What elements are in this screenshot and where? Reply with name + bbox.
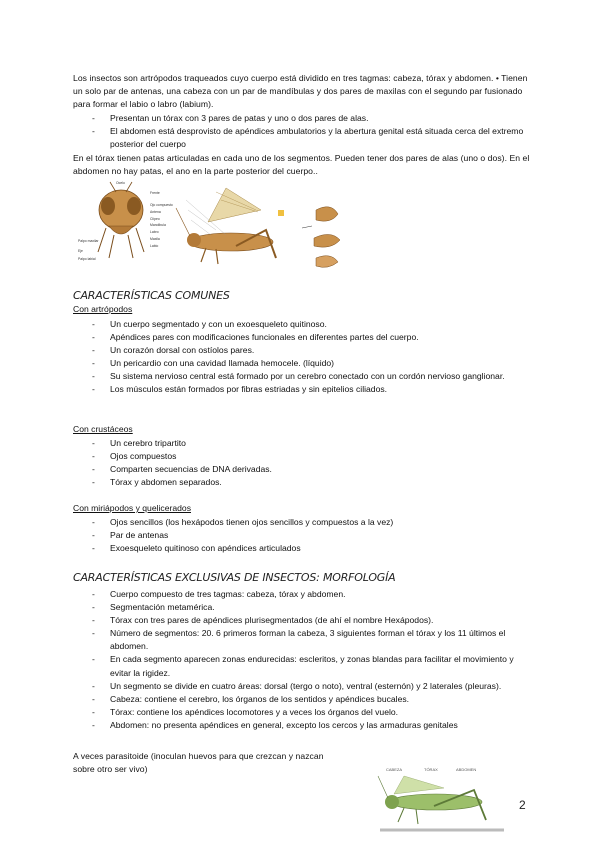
list-item: - Apéndices pares con modificaciones funcionales en diferentes partes del cuerpo. — [73, 331, 533, 344]
insect-anatomy-figure — [76, 180, 346, 270]
svg-text:Palpo labial: Palpo labial — [78, 257, 96, 261]
list-item: - Tórax: contiene los apéndices locomotores y a veces los órganos del vuelo. — [73, 706, 533, 719]
svg-text:Maxila: Maxila — [150, 237, 160, 241]
grasshopper-regions-figure — [374, 764, 514, 834]
grasshopper-illustration — [176, 188, 276, 264]
list-item: - Cabeza: contiene el cerebro, los órganos de los sentidos y apéndices bucales. — [73, 693, 533, 706]
svg-text:Mandíbula: Mandíbula — [150, 223, 166, 227]
section-heading-exclusive: CARACTERÍSTICAS EXCLUSIVAS DE INSECTOS: MORFOLOGÍA — [73, 571, 396, 584]
list-item: - Abdomen: no presenta apéndices en general, excepto los cercos y las armaduras genitales — [73, 719, 533, 732]
svg-text:Antena: Antena — [150, 210, 161, 214]
list-miriapodos — [73, 516, 533, 555]
list-item: - Presentan un tórax con 3 pares de patas y uno o dos pares de alas. — [73, 112, 533, 125]
list-item: - Un segmento se divide en cuatro áreas: dorsal (tergo o noto), ventral (esternón) y 2 laterales (pleuras). — [73, 680, 533, 693]
list-item: - El abdomen está desprovisto de apéndices ambulatorios y la abertura genital está situada cerca del extremo posterior del cuerpo — [73, 125, 533, 151]
list-exclusive — [73, 588, 533, 732]
svg-text:Palpo maxilar: Palpo maxilar — [78, 239, 99, 243]
svg-text:Labro: Labro — [150, 230, 159, 234]
abdomen-detail-illustration — [302, 207, 340, 268]
page-number: 2 — [519, 798, 526, 812]
list-item: - Un pericardio con una cavidad llamada hemocele. (líquido) — [73, 357, 533, 370]
intro-list — [73, 112, 533, 151]
svg-text:Ocelo: Ocelo — [116, 181, 125, 185]
intro-paragraph: Los insectos son artrópodos traqueados cuyo cuerpo está dividido en tres tagmas: cabeza, tórax y abdomen. • Tienen un solo par de antenas, una cabeza con un par de mandíbulas y dos pares de maxilas con el segundo par fusionado para formar el labio o labro (labium). — [73, 73, 528, 109]
svg-text:Labio: Labio — [150, 244, 159, 248]
list-item: - Tórax y abdomen separados. — [73, 476, 533, 489]
list-item: - Ojos sencillos (los hexápodos tienen ojos sencillos y compuestos a la vez) — [73, 516, 533, 529]
intro-paragraph-2: En el tórax tienen patas articuladas en cada uno de los segmentos. Pueden tener dos pares de alas (uno o dos). En el abdomen no hay patas, el ano en la parte posterior del cuerpo.. — [73, 153, 530, 176]
list-artropodos — [73, 318, 533, 397]
list-item: - Cuerpo compuesto de tres tagmas: cabeza, tórax y abdomen. — [73, 588, 533, 601]
list-item: - Segmentación metamérica. — [73, 601, 533, 614]
list-item: - Un cuerpo segmentado y con un exoesqueleto quitinoso. — [73, 318, 533, 331]
list-item: - Un cerebro tripartito — [73, 437, 533, 450]
list-item: - Exoesqueleto quitinoso con apéndices articulados — [73, 542, 533, 555]
svg-text:CABEZA: CABEZA — [386, 767, 403, 772]
svg-text:Clípeo: Clípeo — [150, 217, 160, 221]
list-item: - Tórax con tres pares de apéndices plurisegmentados (de ahí el nombre Hexápodos). — [73, 614, 533, 627]
group-title-artropodos: Con artrópodos — [73, 304, 133, 314]
list-item: - En cada segmento aparecen zonas endurecidas: escleritos, y zonas blandas para facilitar el movimiento y evitar la rigidez. — [73, 653, 533, 679]
list-item: - Los músculos están formados por fibras estriadas y sin epitelios ciliados. — [73, 383, 533, 396]
list-item: - Un corazón dorsal con ostíolos pares. — [73, 344, 533, 357]
list-item: - Ojos compuestos — [73, 450, 533, 463]
list-item: - Par de antenas — [73, 529, 533, 542]
list-item: - Su sistema nervioso central está formado por un cerebro conectado con un cordón nervioso ganglionar. — [73, 370, 533, 383]
footer-note: A veces parasitoide (inoculan huevos para que crezcan y nazcan sobre otro ser vivo) — [73, 751, 324, 774]
group-title-crustaceos: Con crustáceos — [73, 424, 133, 434]
list-crustaceos — [73, 437, 533, 489]
svg-text:Eje: Eje — [78, 249, 83, 253]
list-item: - Número de segmentos: 20. 6 primeros forman la cabeza, 3 siguientes forman el tórax y los 11 últimos el abdomen. — [73, 627, 533, 653]
insect-head-illustration — [98, 182, 144, 258]
svg-text:TÓRAX: TÓRAX — [424, 767, 438, 772]
list-item: - Comparten secuencias de DNA derivadas. — [73, 463, 533, 476]
svg-text:ABDOMEN: ABDOMEN — [456, 767, 477, 772]
svg-text:Ojo compuesto: Ojo compuesto — [150, 203, 173, 207]
section-heading-common: CARACTERÍSTICAS COMUNES — [73, 289, 230, 302]
svg-text:Frente: Frente — [150, 191, 160, 195]
group-title-miriapodos: Con miriápodos y quelicerados — [73, 503, 191, 513]
